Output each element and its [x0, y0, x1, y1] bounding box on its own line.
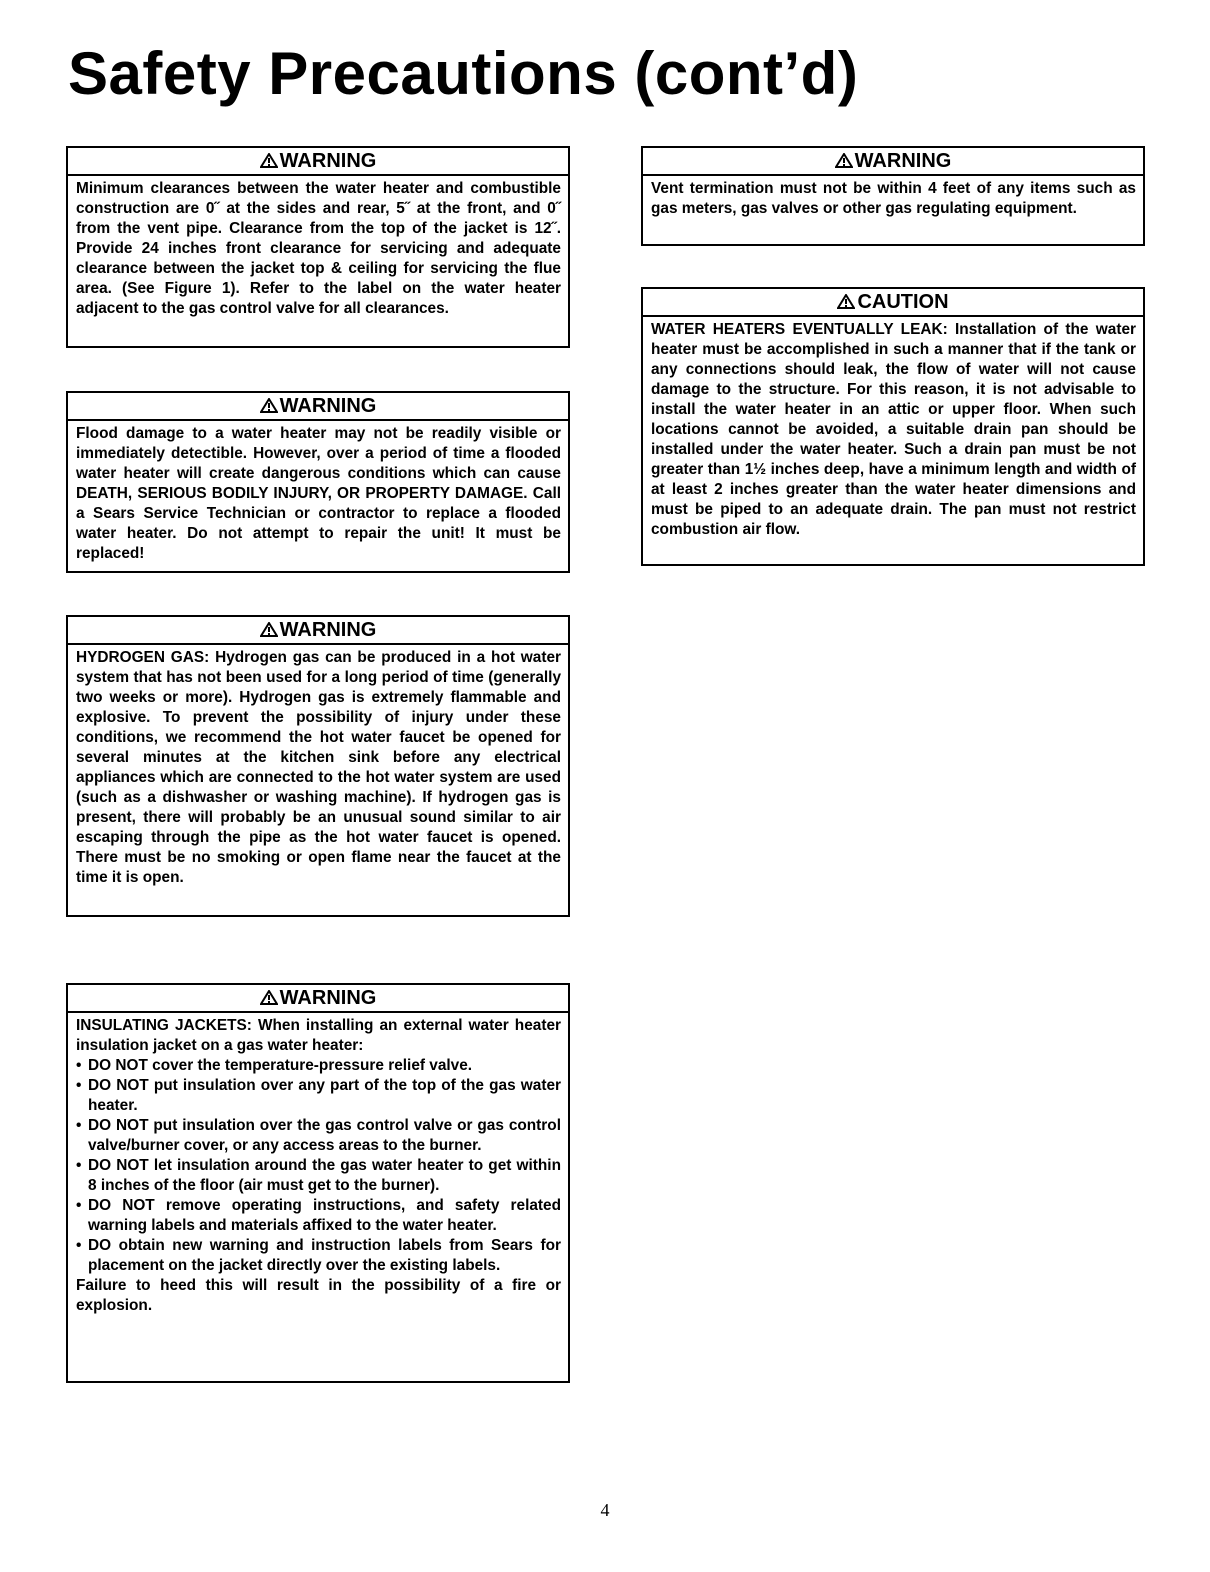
warning-header: [68, 148, 568, 176]
warning-body: [76, 648, 561, 888]
warning-triangle-icon: [260, 622, 278, 637]
warning-header: [68, 393, 568, 421]
warning-heading: WARNING: [279, 987, 377, 1009]
list-item-text: put insulation over any part of the top of the gas water heater.: [88, 1077, 561, 1114]
warning-text: When installing an external water heater insulation jacket on a gas water heater:: [76, 1017, 561, 1054]
warning-heading: WARNING: [279, 150, 377, 172]
warning-text: Hydrogen gas can be produced in a hot water system that has not been used for a long period of time (generally two weeks or more). Hydrogen gas is extremely flammable and explosive. To prevent the possibility of injury under these conditions, we recommend the hot water faucet be opened for several minutes at the kitchen sink before any electrical appliances which are connected to the hot water system are used (such as a dishwasher or washing machine). If hydrogen gas is present, there will probably be an unusual sound similar to air escaping through the pipe as the hot water faucet is opened. There must be no smoking or open flame near the faucet at the time it is open.: [76, 649, 561, 886]
warning-triangle-icon: [260, 398, 278, 413]
list-item-text: cover the temperature-pressure relief valve.: [152, 1057, 473, 1074]
list-item-text: remove operating instructions, and safety related warning labels and materials affixed to the water heater.: [88, 1197, 561, 1234]
caution-box-water-heater-leak: [641, 287, 1145, 566]
warning-heading: WARNING: [279, 619, 377, 641]
warning-text: Flood damage to a water heater may not be readily visible or immediately detectible. However, over a period of time a flooded water heater will create dangerous conditions which can cause: [76, 425, 561, 482]
list-item: • DO NOT cover the temperature-pressure relief valve.: [76, 1057, 473, 1074]
list-item: • DO NOT put insulation over the gas control valve or gas control valve/burner cover, or any access areas to the burner.: [76, 1117, 561, 1154]
list-item-strong: DO NOT: [88, 1117, 149, 1134]
list-item: • DO obtain new warning and instruction labels from Sears for placement on the jacket directly over the existing labels.: [76, 1237, 561, 1274]
warning-triangle-icon: [835, 153, 853, 168]
list-item-text: let insulation around the gas water heater to get within 8 inches of the floor (air must get to the burner).: [88, 1157, 561, 1194]
warning-triangle-icon: [260, 990, 278, 1005]
warning-header: [68, 985, 568, 1013]
warning-box-hydrogen-gas: [66, 615, 570, 917]
caution-header: [643, 289, 1143, 317]
warning-intro: [76, 1016, 561, 1056]
caution-triangle-icon: [837, 294, 855, 309]
warning-box-vent-termination: [641, 146, 1145, 246]
list-item-strong: DO NOT: [88, 1197, 155, 1214]
warning-box-clearances: [66, 146, 570, 348]
warning-heading: WARNING: [279, 395, 377, 417]
warning-lead: HYDROGEN GAS:: [76, 649, 210, 666]
list-item: • DO NOT put insulation over any part of the top of the gas water heater.: [76, 1077, 561, 1114]
warning-emphasis: DEATH, SERIOUS BODILY INJURY, OR PROPERTY DAMAGE.: [76, 485, 528, 502]
warning-header: [643, 148, 1143, 176]
list-item-text: obtain new warning and instruction labels from Sears for placement on the jacket directly over the existing labels.: [88, 1237, 561, 1274]
warning-body: Vent termination must not be within 4 feet of any items such as gas meters, gas valves or other gas regulating equipment.: [651, 180, 1136, 217]
page-number: 4: [600, 1500, 610, 1520]
warning-lead: INSULATING JACKETS:: [76, 1017, 252, 1034]
list-item-strong: DO NOT: [88, 1057, 148, 1074]
caution-body: [651, 320, 1136, 540]
list-item: • DO NOT remove operating instructions, and safety related warning labels and materials affixed to the water heater.: [76, 1197, 561, 1234]
warning-triangle-icon: [260, 153, 278, 168]
page-title: Safety Precautions (cont’d): [68, 40, 859, 107]
list-item-strong: DO NOT: [88, 1077, 149, 1094]
list-item-strong: DO NOT: [88, 1157, 149, 1174]
warning-box-flood-damage: [66, 391, 570, 573]
jacket-rules-list: [76, 1056, 561, 1276]
caution-heading: CAUTION: [857, 291, 949, 313]
list-item-strong: DO: [88, 1237, 112, 1254]
warning-text: Call a Sears Service Technician or contractor to replace a flooded water heater. Do not attempt to repair the unit! It must be replaced!: [76, 485, 561, 562]
warning-header: [68, 617, 568, 645]
caution-lead: WATER HEATERS EVENTUALLY LEAK:: [651, 321, 948, 338]
warning-body: [76, 424, 561, 564]
list-item: • DO NOT let insulation around the gas water heater to get within 8 inches of the floor (air must get to the burner).: [76, 1157, 561, 1194]
warning-heading: WARNING: [854, 150, 952, 172]
caution-text: Installation of the water heater must be accomplished in such a manner that if the tank or any connections should leak, the flow of water will not cause damage to the structure. For this reason, it is not advisable to install the water heater in an attic or upper floor. When such locations cannot be avoided, a suitable drain pan should be installed under the water heater. Such a drain pan must be not greater than 1½ inches deep, have a minimum length and width of at least 2 inches greater than the water heater dimensions and must be piped to an adequate drain. The pan must not restrict combustion air flow.: [651, 321, 1136, 538]
list-item-text: put insulation over the gas control valve or gas control valve/burner cover, or any access areas to the burner.: [88, 1117, 561, 1154]
warning-box-insulating-jackets: [66, 983, 570, 1383]
warning-footer: Failure to heed this will result in the possibility of a fire or explosion.: [76, 1277, 561, 1314]
warning-body: Minimum clearances between the water heater and combustible construction are 0˝ at the sides and rear, 5˝ at the front, and 0˝ from the vent pipe. Clearance from the top of the jacket is 12˝. Provide 24 inches front clearance for servicing and adequate clearance between the jacket top & ceiling for servicing the flue area. (See Figure 1). Refer to the label on the water heater adjacent to the gas control valve for all clearances.: [76, 180, 561, 317]
